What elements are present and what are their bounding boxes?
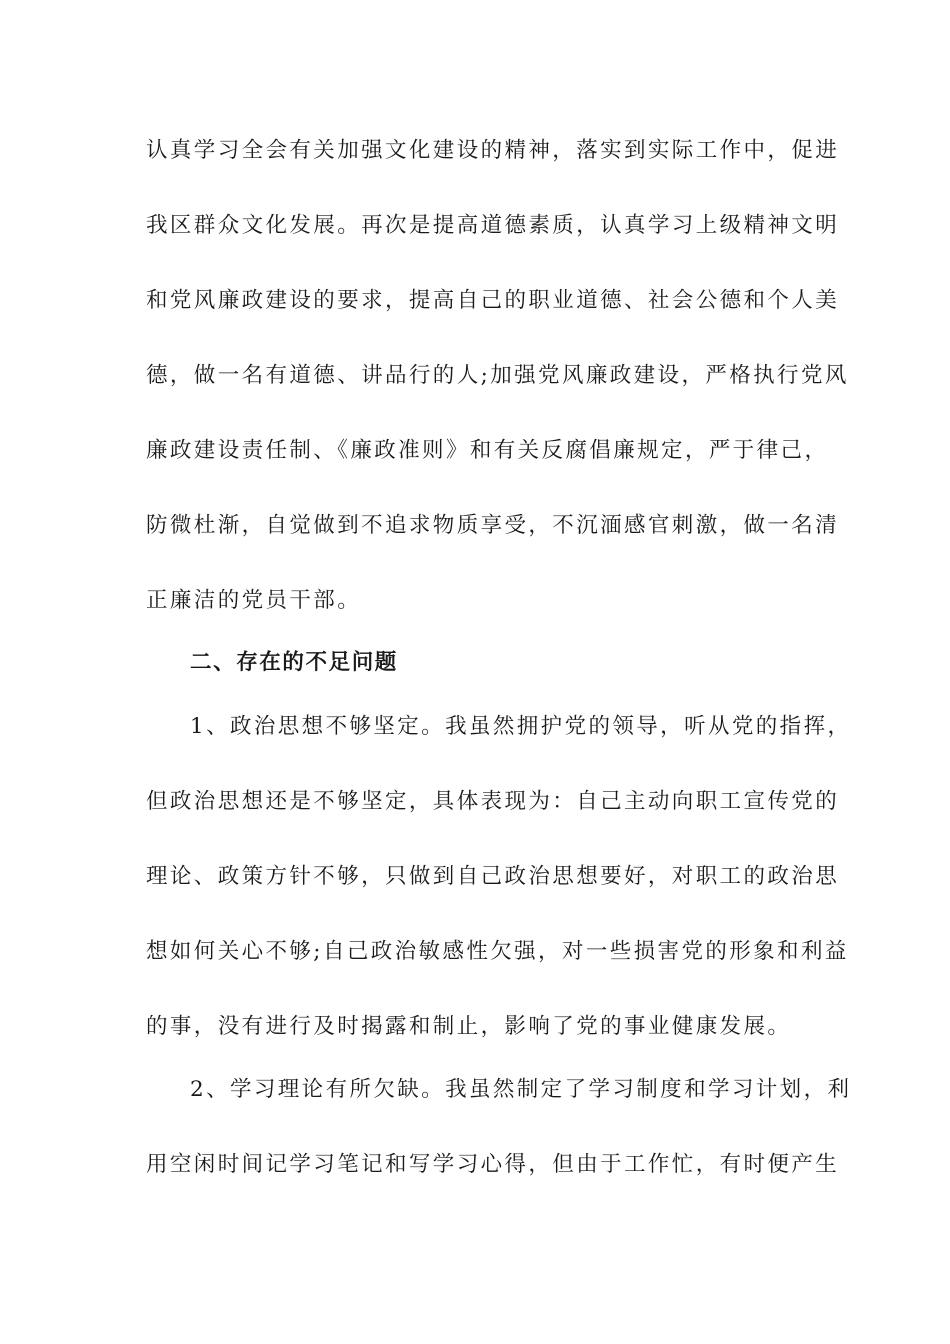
text-line: 但政治思想还是不够坚定，具体表现为：自己主动向职工宣传党的 [146, 789, 840, 814]
text-line: 我区群众文化发展。再次是提高道德素质，认真学习上级精神文明 [146, 213, 840, 238]
text-line: 想如何关心不够;自己政治敏感性欠强，对一些损害党的形象和利益 [146, 939, 849, 964]
text-line: 的事，没有进行及时揭露和制止，影响了党的事业健康发展。 [146, 1014, 792, 1039]
paragraph-first-line: 2、学习理论有所欠缺。我虽然制定了学习制度和学习计划，利 [190, 1077, 852, 1102]
text-line: 德，做一名有道德、讲品行的人;加强党风廉政建设，严格执行党风 [146, 363, 849, 388]
section-heading: 二、存在的不足问题 [190, 650, 398, 675]
text-line: 正廉洁的党员干部。 [146, 588, 362, 613]
text-line: 廉政建设责任制、《廉政准则》和有关反腐倡廉规定，严于律己， [146, 438, 829, 463]
text-line: 用空闲时间记学习笔记和写学习心得，但由于工作忙，有时便产生 [146, 1152, 840, 1177]
text-line: 理论、政策方针不够，只做到自己政治思想要好，对职工的政治思 [146, 864, 840, 889]
paragraph-first-line: 1、政治思想不够坚定。我虽然拥护党的领导，听从党的指挥， [190, 714, 852, 739]
text-line: 和党风廉政建设的要求，提高自己的职业道德、社会公德和个人美 [146, 288, 840, 313]
text-line: 认真学习全会有关加强文化建设的精神，落实到实际工作中，促进 [146, 138, 840, 163]
text-line: 防微杜渐，自觉做到不追求物质享受，不沉湎感官刺激，做一名清 [146, 513, 840, 538]
